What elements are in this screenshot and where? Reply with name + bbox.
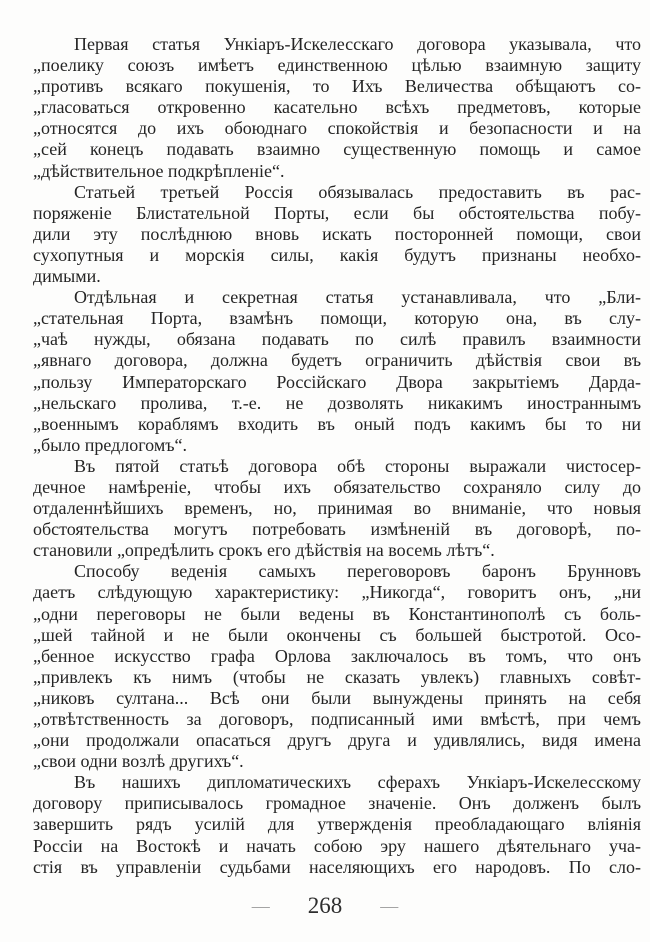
- text-line: „нельскаго пролива, т.-е. не дозволять никакимъ иностраннымъ: [33, 392, 641, 413]
- text-line: договору приписывалось громадное значеніе. Онъ долженъ былъ: [33, 793, 641, 814]
- text-line: „поелику союзъ имѣетъ единственною цѣлью взаимную защиту: [33, 55, 641, 76]
- text-line: „никовъ султана... Всѣ они были вынуждены принять на себя: [33, 687, 641, 708]
- text-line: димыми.: [33, 266, 101, 287]
- page-number: 268: [307, 893, 343, 918]
- text-line: „противъ всякаго покушенія, то Ихъ Величества обѣщаютъ со-: [33, 76, 641, 97]
- text-line: „относятся до ихъ обоюднаго спокойствія и безопасности и на: [33, 118, 641, 139]
- footer-dash-left: —: [251, 895, 270, 916]
- footer-dash-right: —: [380, 895, 399, 916]
- text-line: Способу веденія самыхъ переговоровъ баронъ Брунновъ: [74, 561, 641, 582]
- paragraph: [33, 287, 641, 456]
- text-line: „военнымъ кораблямъ входить въ оный подъ какимъ бы то ни: [33, 413, 641, 434]
- text-line: „пользу Императорскаго Россійскаго Двора закрытіемъ Дарда-: [33, 371, 641, 392]
- page-footer: [0, 893, 650, 919]
- text-line: сухопутныя и морскія силы, какія будутъ признаны необхо-: [33, 244, 641, 265]
- text-line: „явнаго договора, должна будетъ ограничить дѣйствія свои въ: [33, 350, 641, 371]
- text-line: „стательная Порта, взамѣнъ помощи, которую она, въ слу-: [33, 308, 641, 329]
- text-line: даетъ слѣдующую характеристику: „Никогда“, говоритъ онъ, „ни: [33, 582, 641, 603]
- text-line: Статьей третьей Россія обязывалась предоставить въ рас-: [74, 181, 641, 202]
- paragraph: [33, 772, 641, 877]
- text-line: дили эту послѣднюю вновь искать посторонней помощи, свои: [33, 223, 641, 244]
- text-line: поряженіе Блистательной Порты, если бы обстоятельства побу-: [33, 202, 641, 223]
- text-line: обстоятельства могутъ потребовать измѣненій въ договорѣ, по-: [33, 519, 641, 540]
- text-line: „чаѣ нужды, обязана подавать по силѣ правилъ взаимности: [33, 329, 641, 350]
- text-line: Отдѣльная и секретная статья устанавливала, что „Бли-: [74, 287, 641, 308]
- text-line: „шей тайной и не были окончены съ большей быстротой. Осо-: [33, 624, 641, 645]
- text-line: „бенное искусство графа Орлова заключалось въ томъ, что онъ: [33, 645, 641, 666]
- text-line: Первая статья Ункіаръ-Искелесскаго договора указывала, что: [74, 34, 641, 54]
- text-line: завершить рядъ усилій для утвержденія преобладающаго вліянія: [33, 814, 641, 835]
- text-line: Россіи на Востокѣ и начать собою эру нашего дѣятельнаго уча-: [33, 835, 641, 856]
- text-line: „отвѣтственность за договоръ, подписанный ими вмѣстѣ, при чемъ: [33, 709, 641, 729]
- paragraph: [33, 34, 641, 182]
- text-line: Въ нашихъ дипломатическихъ сферахъ Ункіаръ-Искелесскому: [74, 772, 641, 793]
- text-line: стія въ управленіи судьбами населяющихъ его народовъ. По сло-: [33, 856, 641, 877]
- paragraph: [33, 456, 641, 561]
- paragraph: [33, 182, 641, 287]
- text-line: дечное намѣреніе, чтобы ихъ обязательство сохраняло силу до: [33, 476, 641, 497]
- text-line: Въ пятой статьѣ договора обѣ стороны выражали чистосер-: [74, 455, 641, 476]
- text-line: „гласоваться откровенно касательно всѣхъ предметовъ, которые: [33, 97, 641, 118]
- text-line: „привлекъ къ нимъ (чтобы не сказать увлекъ) главныхъ совѣт-: [33, 666, 641, 687]
- text-line: „одни переговоры не были ведены въ Константинополѣ съ боль-: [33, 603, 641, 624]
- page-text: [33, 34, 641, 878]
- text-line: становили „опредѣлить срокъ его дѣйствія на восемь лѣтъ“.: [33, 540, 495, 561]
- text-line: „сей конецъ подавать взаимно существенную помощь и самое: [33, 139, 641, 160]
- text-line: „дѣйствительное подкрѣпленіе“.: [33, 160, 285, 181]
- text-line: „свои одни возлѣ другихъ“.: [33, 751, 244, 772]
- text-line: „было предлогомъ“.: [33, 434, 188, 455]
- paragraph: [33, 561, 641, 772]
- text-line: отдаленнѣйшихъ временъ, но, принимая во вниманіе, что новыя: [33, 498, 641, 519]
- text-line: „они продолжали опасаться другъ друга и удивлялись, видя имена: [33, 730, 641, 751]
